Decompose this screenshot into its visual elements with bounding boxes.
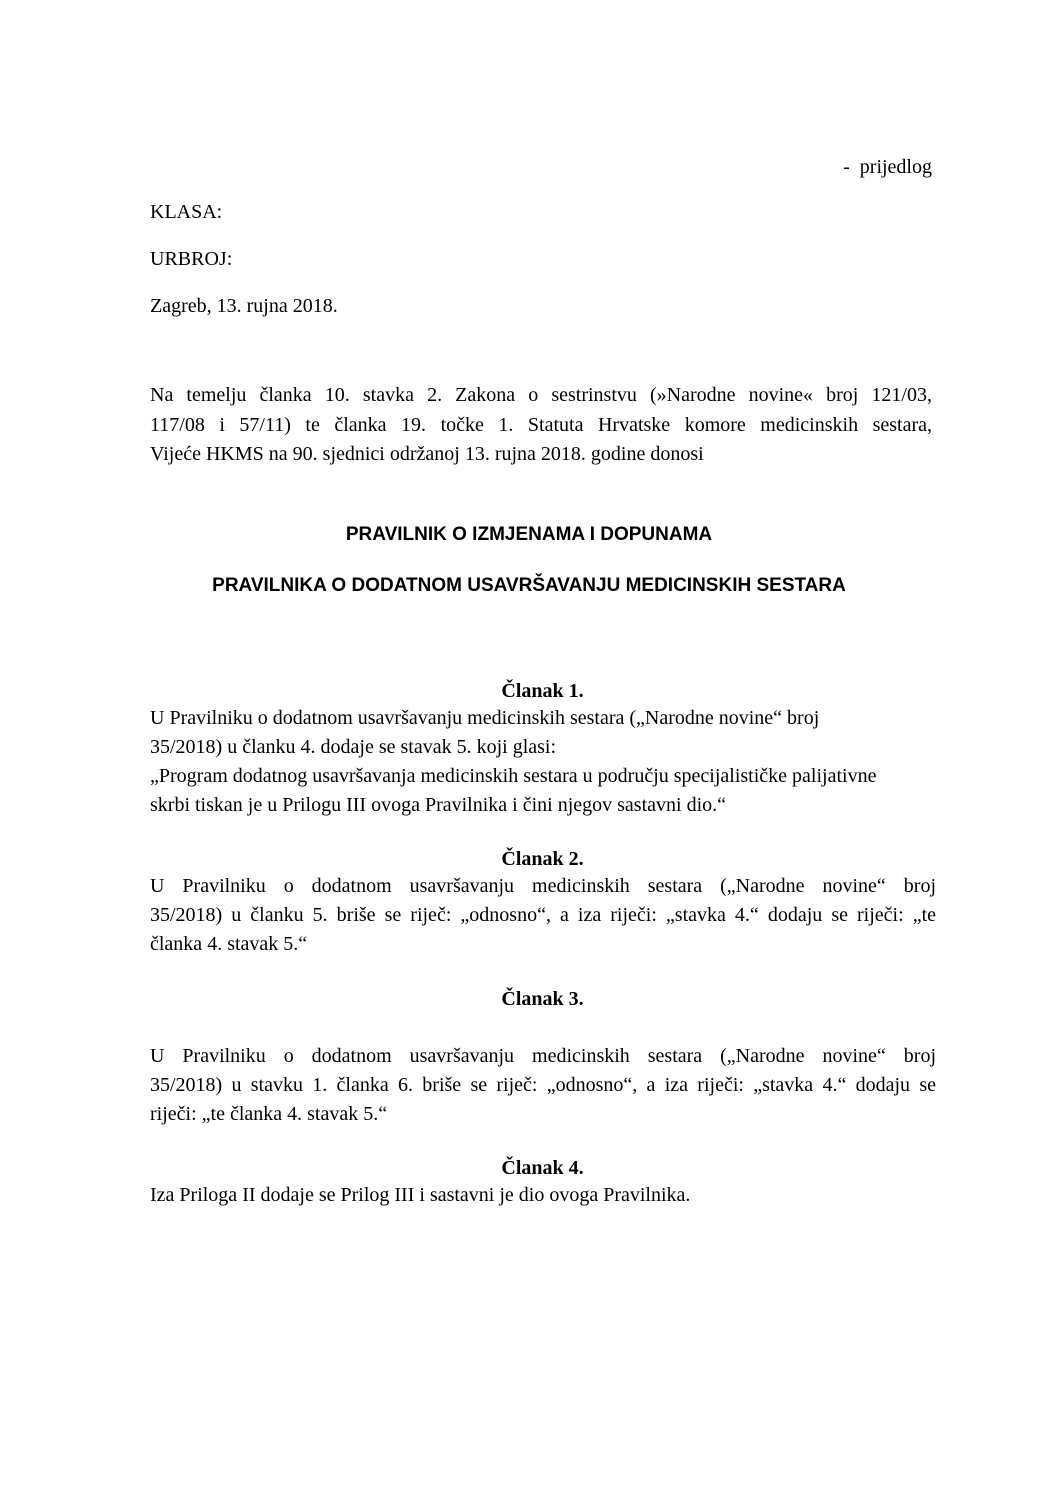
document-title-line1: PRAVILNIK O IZMJENAMA I DOPUNAMA <box>345 524 713 545</box>
preamble <box>150 381 932 470</box>
article-line: riječi: „te članka 4. stavak 5.“ <box>150 1103 388 1125</box>
article-line: članka 4. stavak 5.“ <box>150 933 308 955</box>
article-line: skrbi tiskan je u Prilogu III ovoga Pravilnika i čini njegov sastavni dio.“ <box>150 794 727 816</box>
article-line: 35/2018) u članku 4. dodaje se stavak 5. koji glasi: <box>150 736 557 758</box>
draft-mark: - prijedlog <box>843 156 932 178</box>
place-date: Zagreb, 13. rujna 2018. <box>150 295 338 317</box>
article-line: 35/2018) u stavku 1. članka 6. briše se riječ: „odnosno“, a iza riječi: „stavka 4.“ dodaju se <box>150 1074 936 1096</box>
preamble-line: Na temelju članka 10. stavka 2. Zakona o sestrinstvu (»Narodne novine« broj 121/03, <box>150 384 932 406</box>
article-line: U Pravilniku o dodatnom usavršavanju medicinskih sestara („Narodne novine“ broj <box>150 875 936 897</box>
article-1-heading: Članak 1. <box>501 680 584 702</box>
article-line: 35/2018) u članku 5. briše se riječ: „odnosno“, a iza riječi: „stavka 4.“ dodaju se riječi: „te <box>150 904 936 926</box>
article-3-body <box>150 1042 936 1129</box>
article-2-heading: Članak 2. <box>501 848 584 870</box>
preamble-line: 117/08 i 57/11) te članka 19. točke 1. Statuta Hrvatske komore medicinskih sestara, <box>150 413 932 436</box>
article-line: U Pravilniku o dodatnom usavršavanju medicinskih sestara („Narodne novine“ broj <box>150 1045 936 1067</box>
article-3-heading: Članak 3. <box>501 988 584 1010</box>
article-1-body <box>150 704 936 820</box>
document-title-line2: PRAVILNIKA O DODATNOM USAVRŠAVANJU MEDICINSKIH SESTARA <box>212 575 846 596</box>
preamble-line: Vijeće HKMS na 90. sjednici održanoj 13. rujna 2018. godine donosi <box>150 443 704 465</box>
article-2-body <box>150 872 936 959</box>
article-line: U Pravilniku o dodatnom usavršavanju medicinskih sestara („Narodne novine“ broj <box>150 707 820 729</box>
article-line: Iza Priloga II dodaje se Prilog III i sastavni je dio ovoga Pravilnika. <box>150 1184 691 1206</box>
article-line: „Program dodatnog usavršavanja medicinskih sestara u području specijalističke palijativne <box>150 765 877 787</box>
urbroj-label: URBROJ: <box>150 248 233 270</box>
article-4-body <box>150 1181 936 1210</box>
article-4-heading: Članak 4. <box>501 1157 584 1179</box>
klasa-label: KLASA: <box>150 201 223 223</box>
